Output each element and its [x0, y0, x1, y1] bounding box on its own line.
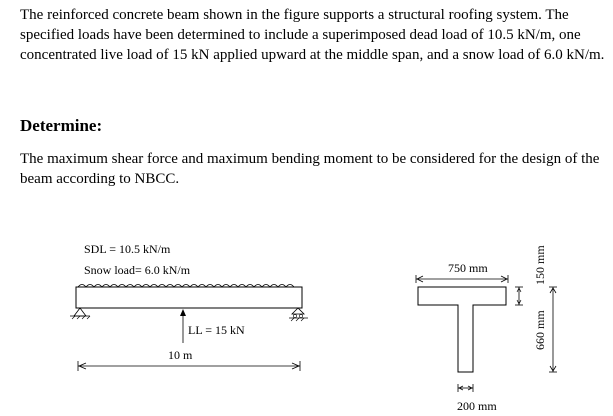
- determine-heading: Determine:: [20, 116, 103, 135]
- beam-body: [76, 287, 302, 308]
- span-label: 10 m: [168, 348, 193, 362]
- snow-load-label: Snow load= 6.0 kN/m: [84, 263, 191, 277]
- span-dimension-arrow: [78, 361, 300, 371]
- problem-intro: The reinforced concrete beam shown in the figure supports a structural roofing system. The specified loads have been determined to include a superimposed dead load of 10.5 kN/m, one concentrated live load of 15 kN applied upward at the middle span, and a snow load of 6.0 kN/m.: [20, 7, 605, 63]
- web-width-arrow: [458, 384, 473, 392]
- flange-width-arrow: [416, 275, 508, 283]
- live-load-label: LL = 15 kN: [188, 323, 245, 337]
- t-section-outline: [418, 287, 506, 372]
- sdl-label: SDL = 10.5 kN/m: [84, 242, 171, 256]
- total-depth-arrow: [549, 287, 557, 372]
- total-depth-label: 660 mm: [533, 310, 547, 350]
- live-load-arrow: [180, 309, 186, 343]
- right-roller-support: [289, 308, 308, 321]
- flange-depth-label: 150 mm: [533, 245, 547, 285]
- flange-width-label: 750 mm: [448, 261, 488, 275]
- left-pin-support: [70, 308, 90, 319]
- flange-depth-arrow: [515, 287, 523, 305]
- problem-task: The maximum shear force and maximum bending moment to be considered for the design of the beam according to NBCC.: [20, 151, 600, 187]
- web-width-label: 200 mm: [457, 399, 497, 413]
